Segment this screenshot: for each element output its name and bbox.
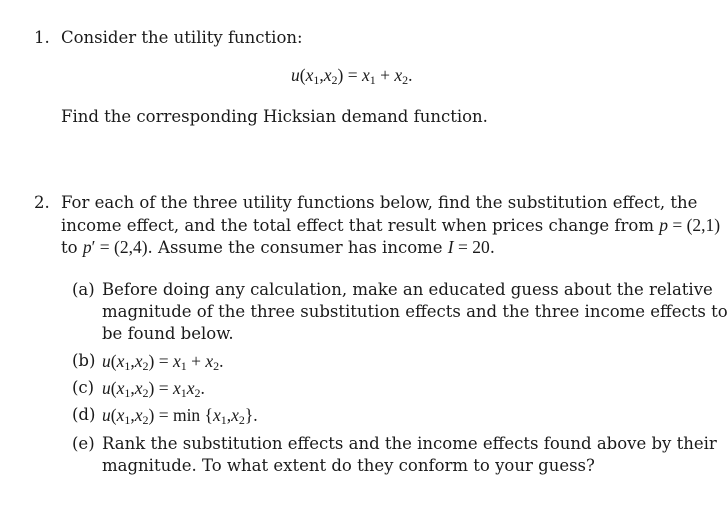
problem-2-text-line-2: income effect, and the total effect that result when prices change from p = (2,1) — [61, 215, 721, 235]
part-a-line-2: magnitude of the three substitution effects and the three income effects to — [102, 302, 728, 321]
part-e-line-1: Rank the substitution effects and the income effects found above by their — [102, 434, 717, 453]
part-a-label: (a) — [72, 280, 95, 299]
part-d-label: (d) — [72, 405, 96, 424]
part-b-equation: $u(x_1,x_2) = x_1 + x_2$. — [102, 351, 224, 373]
problem-1-number: 1. — [34, 28, 50, 47]
part-c-label: (c) — [72, 378, 95, 397]
problem-1-equation — [291, 64, 413, 91]
problem-2-number: 2. — [34, 193, 50, 212]
part-c-equation: $u(x_1,x_2) = x_1x_2$. — [102, 378, 205, 400]
part-a-line-3: be found below. — [102, 324, 234, 343]
part-d-equation: $u(x_1,x_2) = \min \{x_1,x_2\}$. — [102, 405, 258, 427]
problem-1-question: Find the corresponding Hicksian demand function. — [61, 107, 488, 126]
part-e-line-2: magnitude. To what extent do they conform to your guess? — [102, 456, 595, 475]
part-e-label: (e) — [72, 434, 95, 453]
part-a-line-1: Before doing any calculation, make an educated guess about the relative — [102, 280, 713, 299]
part-b-label: (b) — [72, 351, 96, 370]
problem-2-text-line-3: to p′ = (2,4). Assume the consumer has income I = 20. — [61, 237, 495, 257]
problem-1-intro: Consider the utility function: — [61, 28, 303, 47]
problem-2-text-line-1: For each of the three utility functions below, find the substitution effect, the — [61, 193, 698, 212]
problem-1-equation-rendered: $u(x_1,x_2) = x_1 + x_2$. — [291, 65, 413, 87]
